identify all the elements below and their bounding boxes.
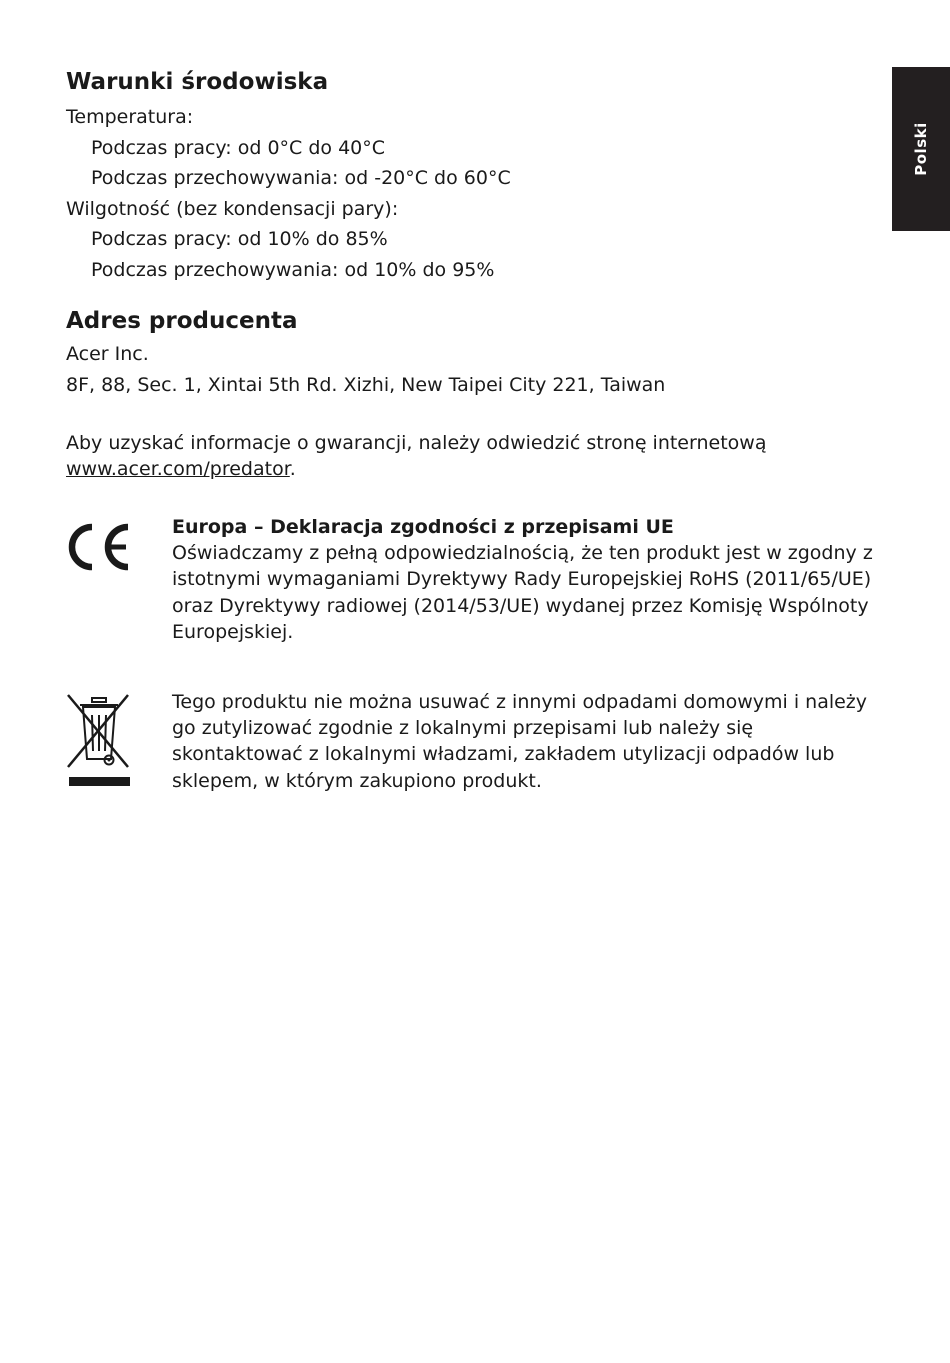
warranty-paragraph [66, 430, 881, 482]
ce-mark-icon [66, 523, 132, 571]
humidity-storage: Podczas przechowywania: od 10% do 95% [91, 258, 495, 281]
page-content [66, 66, 881, 794]
ce-declaration [66, 514, 881, 645]
ce-declaration-title: Europa – Deklaracja zgodności z przepisami UE [172, 516, 674, 538]
crossed-out-bin-icon [66, 693, 132, 789]
manufacturer-section [66, 305, 881, 400]
ce-declaration-body: Oświadczamy z pełną odpowiedzialnością, że ten produkt jest w zgodny z istotnymi wymaganiami Dyrektywy Rady Europejskiej RoHS (2011/65/UE) oraz Dyrektywy radiowej (2014/53/UE) wydanej przez Komisję Wspólnoty Europejskiej. [172, 542, 873, 643]
temperature-label: Temperatura: [66, 106, 194, 128]
manufacturer-heading: Adres producenta [66, 308, 298, 334]
warranty-link[interactable]: www.acer.com/predator [66, 458, 290, 480]
weee-notice [66, 689, 881, 794]
weee-notice-body: Tego produktu nie można usuwać z innymi odpadami domowymi i należy go zutylizować zgodnie z lokalnymi przepisami lub należy się skontaktować z lokalnymi władzami, zakładem utylizacji odpadów lub sklepem, w którym zakupiono produkt. [172, 691, 868, 792]
humidity-label: Wilgotność (bez kondensacji pary): [66, 197, 399, 220]
manufacturer-address: 8F, 88, Sec. 1, Xintai 5th Rd. Xizhi, New Taipei City 221, Taiwan [66, 373, 666, 396]
temperature-operating: Podczas pracy: od 0°C do 40°C [91, 136, 386, 159]
warranty-suffix: . [289, 458, 296, 480]
environment-section [66, 66, 881, 285]
temperature-storage: Podczas przechowywania: od -20°C do 60°C [91, 167, 511, 189]
environment-heading: Warunki środowiska [66, 69, 329, 95]
language-side-tab [892, 67, 950, 231]
humidity-operating: Podczas pracy: od 10% do 85% [91, 228, 388, 250]
language-tab-label: Polski [912, 122, 930, 176]
warranty-text: Aby uzyskać informacje o gwarancji, należy odwiedzić stronę internetową [66, 432, 767, 454]
manufacturer-company: Acer Inc. [66, 343, 149, 365]
